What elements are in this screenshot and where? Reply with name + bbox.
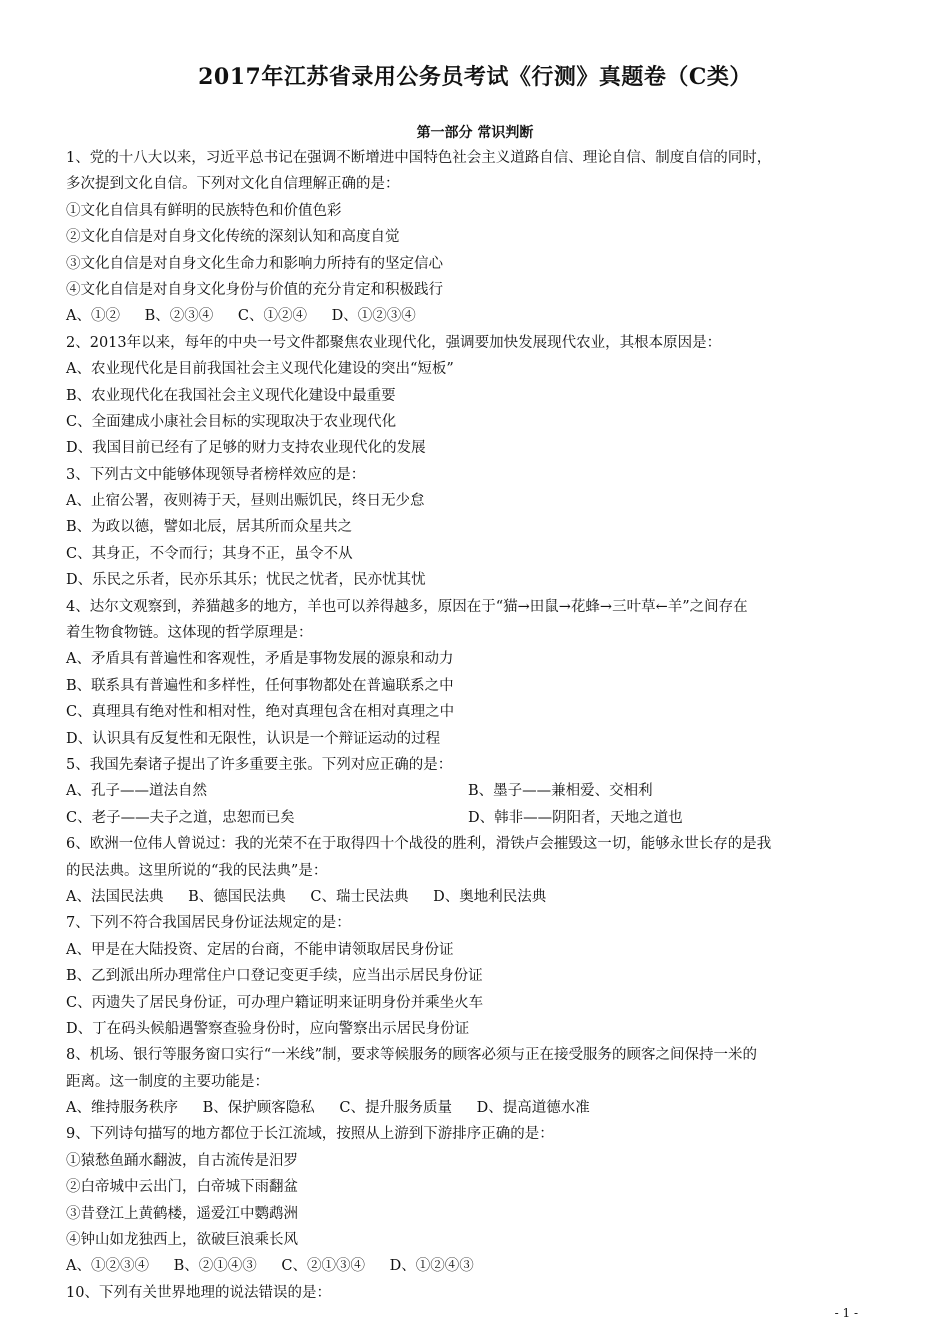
page-number: - 1 - [834, 1306, 858, 1320]
option-row [66, 1253, 886, 1279]
option-a: A、甲是在大陆投资、定居的台商，不能申请领取居民身份证 [66, 941, 454, 958]
option-c: C、②①③④ [281, 1258, 365, 1275]
option-b: B、乙到派出所办理常住户口登记变更手续，应当出示居民身份证 [66, 968, 483, 985]
option-d: D、①②③④ [331, 308, 416, 325]
option-row [66, 303, 886, 329]
option-c: C、①②④ [237, 308, 307, 325]
question-5 [66, 752, 886, 831]
option-d: D、韩非——阴阳者，天地之道也 [468, 809, 683, 826]
option-d: D、奥地利民法典 [433, 888, 547, 905]
option-d: D、①②④③ [389, 1258, 474, 1275]
section-heading: 第一部分 常识判断 [416, 125, 534, 141]
option-c: C、丙遗失了居民身份证，可办理户籍证明来证明身份并乘坐火车 [66, 994, 484, 1011]
option-row [66, 778, 886, 804]
option-row [66, 884, 886, 910]
question-stem-line: 距离。这一制度的主要功能是： [66, 1073, 269, 1090]
statement: ③文化自信是对自身文化生命力和影响力所持有的坚定信心 [66, 255, 443, 272]
question-stem-line: 着生物食物链。这体现的哲学原理是： [66, 625, 313, 642]
option-d: D、我国目前已经有了足够的财力支持农业现代化的发展 [66, 440, 426, 457]
option-b: B、农业现代化在我国社会主义现代化建设中最重要 [66, 387, 396, 404]
option-b: B、②①④③ [173, 1258, 257, 1275]
question-9 [66, 1121, 886, 1279]
option-a: A、①② [66, 308, 120, 325]
option-a: A、维持服务秩序 [66, 1100, 178, 1117]
question-3 [66, 462, 886, 594]
option-c: C、瑞士民法典 [310, 888, 409, 905]
option-c: C、其身正，不令而行；其身不正，虽令不从 [66, 545, 353, 562]
question-list [66, 145, 886, 1306]
question-4 [66, 594, 886, 752]
question-stem-line: 5、我国先秦诸子提出了许多重要主张。下列对应正确的是： [66, 756, 453, 773]
option-c: C、真理具有绝对性和相对性，绝对真理包含在相对真理之中 [66, 704, 455, 721]
option-b: B、墨子——兼相爱、交相利 [468, 783, 653, 800]
option-row [66, 1095, 886, 1121]
option-b: B、联系具有普遍性和多样性，任何事物都处在普遍联系之中 [66, 677, 454, 694]
option-b: B、德国民法典 [188, 888, 286, 905]
option-a: A、①②③④ [66, 1258, 149, 1275]
option-c: C、老子——夫子之道，忠恕而已矣 [66, 809, 295, 826]
option-c: C、全面建成小康社会目标的实现取决于农业现代化 [66, 413, 397, 430]
question-stem-line: 4、达尔文观察到，养猫越多的地方，羊也可以养得越多，原因在于“猫→田鼠→花蜂→三叶草←羊”之间存在 [66, 598, 748, 615]
option-row [66, 805, 886, 831]
statement: ②白帝城中云出门，白帝城下雨翻盆 [66, 1179, 298, 1196]
option-b: B、为政以德，譬如北辰，居其所而众星共之 [66, 519, 353, 536]
option-a: A、法国民法典 [66, 888, 164, 905]
question-10 [66, 1280, 886, 1306]
question-6 [66, 831, 886, 910]
question-stem-line: 2、2013年以来，每年的中央一号文件都聚焦农业现代化，强调要加快发展现代农业，其根本原因是： [66, 334, 722, 351]
question-1 [66, 145, 886, 330]
question-2 [66, 330, 886, 462]
option-a: A、农业现代化是目前我国社会主义现代化建设的突出“短板” [66, 361, 454, 378]
option-a: A、止宿公署，夜则祷于天，昼则出赈饥民，终日无少怠 [66, 493, 425, 510]
page-title: 2017年江苏省录用公务员考试《行测》真题卷（C类） [198, 64, 752, 90]
option-d: D、认识具有反复性和无限性，认识是一个辩证运动的过程 [66, 730, 441, 747]
question-stem-line: 6、欧洲一位伟人曾说过：我的光荣不在于取得四十个战役的胜利，滑铁卢会摧毁这一切，能够永世长存的是我 [66, 836, 772, 853]
question-stem-line: 8、机场、银行等服务窗口实行“一米线”制，要求等候服务的顾客必须与正在接受服务的顾客之间保持一米的 [66, 1047, 758, 1064]
question-8 [66, 1042, 886, 1121]
question-stem-line: 多次提到文化自信。下列对文化自信理解正确的是： [66, 176, 400, 193]
statement: ③昔登江上黄鹤楼，遥爱江中鹦鹉洲 [66, 1205, 298, 1222]
option-d: D、丁在码头候船遇警察查验身份时，应向警察出示居民身份证 [66, 1020, 470, 1037]
question-stem-line: 10、下列有关世界地理的说法错误的是： [66, 1284, 331, 1301]
question-stem-line: 9、下列诗句描写的地方都位于长江流域，按照从上游到下游排序正确的是： [66, 1126, 554, 1143]
option-a: A、矛盾具有普遍性和客观性，矛盾是事物发展的源泉和动力 [66, 651, 454, 668]
option-c: C、提升服务质量 [339, 1100, 452, 1117]
option-d: D、乐民之乐者，民亦乐其乐；忧民之忧者，民亦忧其忧 [66, 572, 426, 589]
option-a: A、孔子——道法自然 [66, 783, 207, 800]
statement: ④文化自信是对自身文化身份与价值的充分肯定和积极践行 [66, 281, 443, 298]
statement: ④钟山如龙独西上，欲破巨浪乘长风 [66, 1232, 298, 1249]
question-stem-line: 的民法典。这里所说的“我的民法典”是： [66, 862, 328, 879]
statement: ①猿愁鱼踊水翻波，自古流传是汨罗 [66, 1152, 298, 1169]
option-b: B、保护顾客隐私 [202, 1100, 315, 1117]
option-d: D、提高道德水准 [476, 1100, 590, 1117]
question-7 [66, 910, 886, 1042]
question-stem-line: 7、下列不符合我国居民身份证法规定的是： [66, 915, 351, 932]
question-stem-line: 1、党的十八大以来，习近平总书记在强调不断增进中国特色社会主义道路自信、理论自信、制度自信的同时， [66, 150, 772, 166]
statement: ②文化自信是对自身文化传统的深刻认知和高度自觉 [66, 229, 400, 246]
question-stem-line: 3、下列古文中能够体现领导者榜样效应的是： [66, 466, 366, 483]
option-b: B、②③④ [144, 308, 214, 325]
statement: ①文化自信具有鲜明的民族特色和价值色彩 [66, 202, 342, 219]
